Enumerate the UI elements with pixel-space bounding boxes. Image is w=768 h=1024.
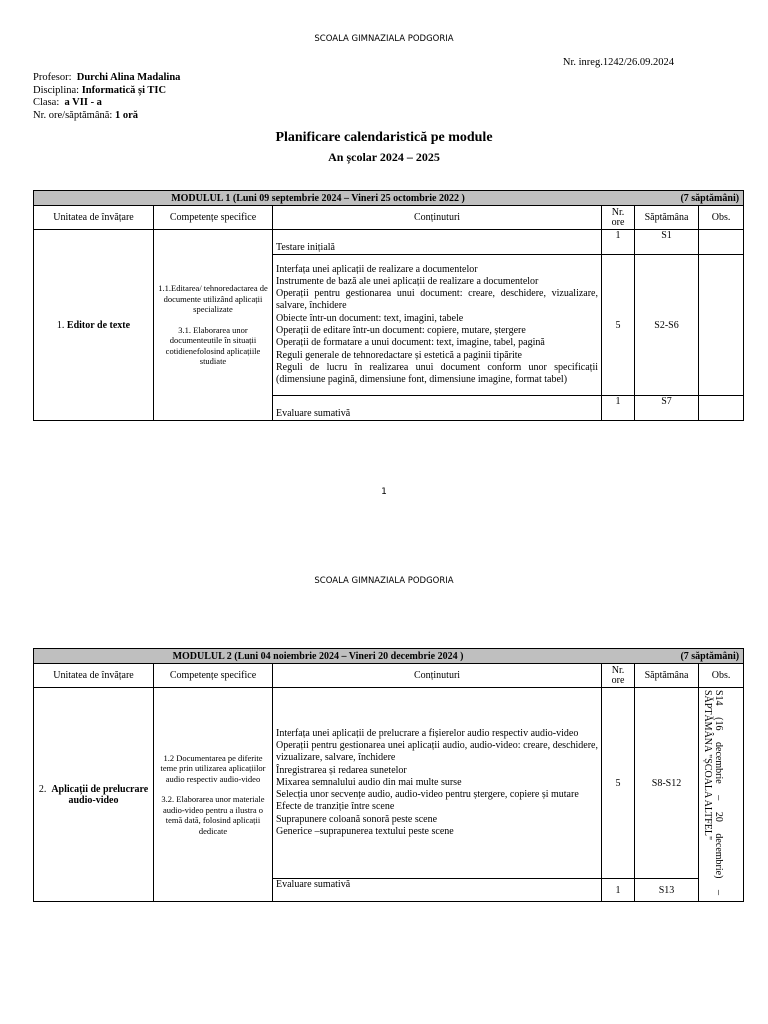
- content-cell: Interfața unei aplicații de realizare a documentelor Instrumente de bază ale unei aplicații de realizare a documentelor Operații pentru gestionarea unui document: creare, deschidere, vizualizare, salvare, închidere Obiecte într-un document: text, imagini, tabele Operații de editare într-un document: copiere, mutare, ștergere Operații de formatare a unui document: text, imagine, tabel, pagină Reguli generale de tehnoredactare și estetică a paginii tipărite Reguli de lucru în realizarea unui document conform unor specificații (dimensiune pagină, dimensiune font, dimensiune imagine, format tabel): [273, 255, 602, 396]
- content-cell: Testare inițială: [273, 230, 602, 255]
- document-title: Planificare calendaristică pe module: [275, 130, 493, 145]
- module2-table: [33, 648, 744, 902]
- page-number: 1: [381, 487, 387, 497]
- col-header-obs: Obs.: [699, 664, 744, 688]
- content-cell: Evaluare sumativă: [273, 396, 602, 421]
- table-row: [34, 688, 744, 879]
- week-cell: S8-S12: [635, 688, 699, 879]
- module1-table: [33, 190, 744, 421]
- week-cell: S13: [635, 879, 699, 902]
- week-cell: S1: [635, 230, 699, 255]
- module2-unit: 2. Aplicații de prelucrare audio-video: [34, 688, 154, 902]
- hours-cell: 1: [602, 879, 635, 902]
- col-header-obs: Obs.: [699, 206, 744, 230]
- module1-unit: 1. Editor de texte: [34, 230, 154, 421]
- module2-title-row: [34, 649, 744, 664]
- module1-competences: 1.1.Editarea/ tehnoredactarea de documente utilizând aplicații specializate 3.1. Elaborarea unor documenteutile în situații cotidienefolosind aplicațiile studiate: [154, 230, 273, 421]
- module1-title-row: [34, 191, 744, 206]
- obs-cell: [699, 230, 744, 255]
- module2-competences: 1.2 Documentarea pe diferite teme prin utilizarea aplicațiilor audio respectiv audio-video 3.2. Elaborarea unor materiale audio-video pentru a ilustra o temă dată, folosind aplicații dedicate: [154, 688, 273, 902]
- week-cell: S7: [635, 396, 699, 421]
- hours-cell: 5: [602, 255, 635, 396]
- module1-weeks: (7 săptămâni): [680, 192, 740, 204]
- discipline-line: Disciplina: Informatică și TIC: [33, 84, 167, 96]
- col-header-unit: Unitatea de învățare: [34, 206, 154, 230]
- col-header-unit: Unitatea de învățare: [34, 664, 154, 688]
- col-header-competences: Competențe specifice: [154, 664, 273, 688]
- col-header-week: Săptămâna: [635, 206, 699, 230]
- module2-header-row: [34, 664, 744, 688]
- module1-header-row: [34, 206, 744, 230]
- obs-cell: [699, 396, 744, 421]
- school-header-page2: SCOALA GIMNAZIALA PODGORIA: [314, 576, 454, 586]
- hours-cell: 5: [602, 688, 635, 879]
- hours-line: Nr. ore/săptămână: 1 oră: [33, 109, 138, 121]
- document-subtitle: An școlar 2024 – 2025: [328, 150, 440, 164]
- content-cell: Evaluare sumativă: [273, 879, 602, 902]
- col-header-week: Săptămâna: [635, 664, 699, 688]
- obs-cell: [699, 688, 744, 902]
- obs-cell: [699, 255, 744, 396]
- registration-number: Nr. inreg.1242/26.09.2024: [562, 57, 674, 68]
- document-meta: [33, 72, 180, 122]
- col-header-competences: Competențe specifice: [154, 206, 273, 230]
- table-row: [34, 230, 744, 255]
- col-header-hours: Nr. ore: [602, 664, 635, 688]
- week-cell: S2-S6: [635, 255, 699, 396]
- module1-title: MODULUL 1 (Luni 09 septembrie 2024 – Vineri 25 octombrie 2022 ): [171, 192, 465, 204]
- discipline-name: Informatică și TIC: [81, 84, 167, 96]
- obs-altfel-note: S14 (16 decembrie – 20 decembrie) – SĂPTĂMÂNA "ȘCOALA ALTFEL": [702, 690, 724, 895]
- col-header-contents: Conținuturi: [273, 664, 602, 688]
- school-header: SCOALA GIMNAZIALA PODGORIA: [314, 34, 454, 44]
- hours-value: 1 oră: [114, 109, 138, 121]
- module2-title: MODULUL 2 (Luni 04 noiembrie 2024 – Vineri 20 decembrie 2024 ): [172, 650, 464, 662]
- class-line: Clasa: a VII - a: [33, 97, 102, 108]
- hours-cell: 1: [602, 396, 635, 421]
- teacher-line: Profesor: Durchi Alina Madalina: [33, 72, 181, 83]
- col-header-contents: Conținuturi: [273, 206, 602, 230]
- hours-cell: 1: [602, 230, 635, 255]
- teacher-name: Durchi Alina Madalina: [76, 72, 181, 83]
- module2-weeks: (7 săptămâni): [680, 650, 740, 662]
- col-header-hours: Nr. ore: [602, 206, 635, 230]
- content-cell: Interfața unei aplicații de prelucrare a fișierelor audio respectiv audio-video Operații pentru gestionarea unei aplicații audio, audio-video: creare, deschidere, vizualizare, salvare, închidere Înregistrarea și redarea sunetelor Mixarea semnalului audio din mai multe surse Selecția unor secvențe audio, audio-video pentru ștergere, copiere și mutare Efecte de tranziție între scene Suprapunere coloană sonoră peste scene Generice –suprapunerea textului peste scene: [273, 688, 602, 879]
- class-name: a VII - a: [64, 97, 102, 108]
